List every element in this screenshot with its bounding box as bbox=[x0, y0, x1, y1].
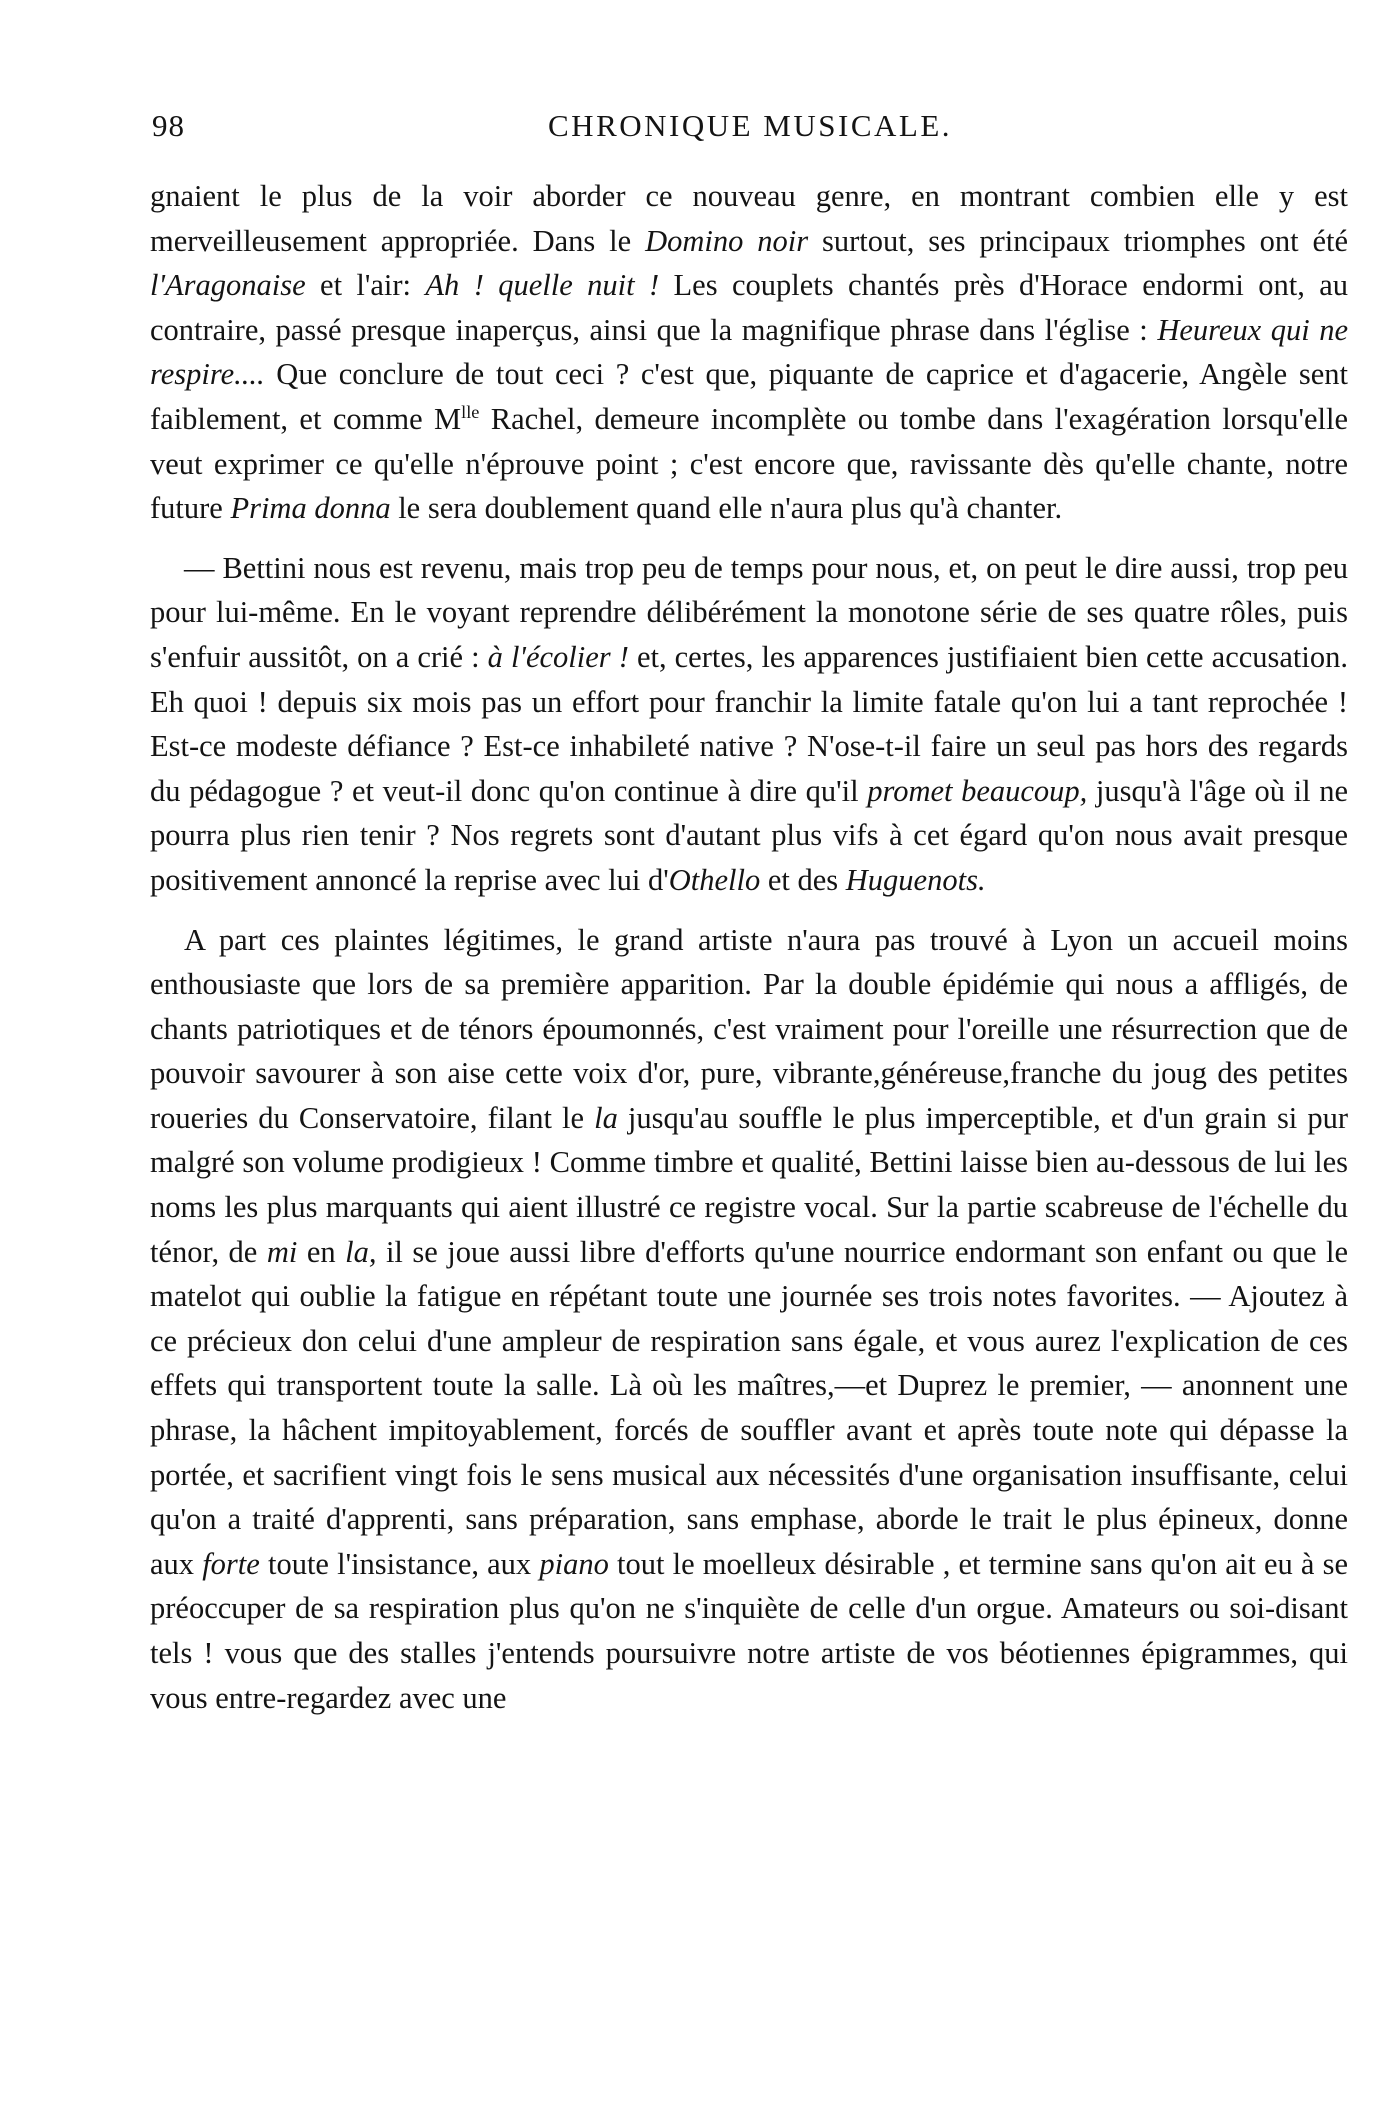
italic-text: Huguenots. bbox=[845, 862, 986, 897]
text-run: en bbox=[297, 1234, 346, 1269]
italic-text: la bbox=[594, 1100, 618, 1135]
text-run: jusqu'à l'âge où il ne pourra plus rien tenir ? Nos regrets sont d'autant plus vifs à cet égard qu'on nous avait presque positivement annoncé la reprise avec lui d' bbox=[150, 773, 1349, 897]
running-head bbox=[150, 108, 1348, 148]
text-run: et l'air: bbox=[305, 268, 426, 303]
text-run: gnaient le plus de la voir aborder ce nouveau genre, en montrant combien elle y est merveilleusement appropriée. Dans le bbox=[150, 179, 1348, 258]
text-run: Que conclure de tout ceci ? c'est que, piquante de caprice et d'agacerie, Angèle sent faiblement, et comme M bbox=[150, 357, 1348, 436]
italic-text: Domino noir bbox=[645, 223, 809, 258]
text-run: A part ces plaintes légitimes, le grand artiste n'aura pas trouvé à Lyon un accueil moins enthousiaste que lors de sa première apparition. Par la double épidémie qui nous a affligés, de chants patriotiques et de ténors époumonnés, c'est vraiment pour l'oreille une résurrection que de pouvoir savourer à son aise cette voix d'or, pure, vibrante,généreuse,franche du joug des petites roueries du Conservatoire, filant le bbox=[150, 922, 1348, 1135]
paragraph bbox=[150, 918, 1348, 1721]
italic-text: mi bbox=[266, 1234, 298, 1269]
italic-text: promet beaucoup, bbox=[867, 773, 1088, 808]
text-run: toute l'insistance, aux bbox=[259, 1546, 540, 1581]
paragraph bbox=[150, 174, 1348, 531]
body-text bbox=[150, 174, 1348, 1720]
text-run: et des bbox=[760, 862, 846, 897]
italic-text: Prima donna bbox=[230, 491, 391, 526]
text-run: surtout, ses principaux triomphes ont été bbox=[808, 223, 1349, 258]
text-run: et, certes, les apparences justifiaient bien cette accusation. Eh quoi ! depuis six mois pas un effort pour franchir la limite fatale qu'on lui a tant reprochée ! Est-ce modeste défiance ? Est-ce inhabileté native ? N'ose-t-il faire un seul pas hors des regards du pédagogue ? et veut-il donc qu'on continue à dire qu'il bbox=[150, 639, 1348, 808]
text-run: il se joue aussi libre d'efforts qu'une nourrice endormant son enfant ou que le matelot qui oublie la fatigue en répétant toute une journée ses trois notes favorites. — Ajoutez à ce précieux don celui d'une ampleur de respiration sans égale, et vous aurez l'explication de ces effets qui transportent toute la salle. Là où les maîtres,—et Duprez le premier, — anonnent une phrase, la hâchent impitoyablement, forcés de souffler avant et après toute note qui dépasse la portée, et sacrifient vingt fois le sens musical aux nécessités d'une organisation insuffisante, celui qu'on a traité d'apprenti, sans préparation, sans emphase, aborde le trait le plus épineux, donne aux bbox=[150, 1234, 1349, 1581]
italic-text: forte bbox=[202, 1546, 260, 1581]
page-number: 98 bbox=[152, 108, 185, 143]
italic-text: à l'écolier ! bbox=[487, 639, 629, 674]
text-run: jusqu'au souffle le plus imperceptible, et d'un grain si pur malgré son volume prodigieux ! Comme timbre et qualité, Bettini laisse bien au-dessous de lui les noms les plus marquants qui aient illustré ce registre vocal. Sur la partie scabreuse de l'échelle du ténor, de bbox=[150, 1100, 1348, 1269]
italic-text: Othello bbox=[668, 862, 761, 897]
page bbox=[150, 108, 1348, 1720]
italic-text: Ah ! quelle nuit ! bbox=[425, 268, 660, 303]
text-run: Les couplets chantés près d'Horace endormi ont, au contraire, passé presque inaperçus, ainsi que la magnifique phrase dans l'église : bbox=[150, 268, 1348, 347]
text-run: — Bettini nous est revenu, mais trop peu de temps pour nous, et, on peut le dire aussi, trop peu pour lui-même. En le voyant reprendre délibérément la monotone série de ses quatre rôles, puis s'enfuir aussitôt, on a crié : bbox=[150, 550, 1348, 674]
text-run: Rachel, demeure incomplète ou tombe dans l'exagération lorsqu'elle veut exprimer ce qu'elle n'éprouve point ; c'est encore que, ravissante dès qu'elle chante, notre future bbox=[150, 401, 1348, 526]
running-title: CHRONIQUE MUSICALE. bbox=[548, 108, 952, 143]
italic-text: l'Aragonaise bbox=[150, 268, 306, 303]
text-run: tout le moelleux désirable , et termine sans qu'on ait eu à se préoccuper de sa respiration plus qu'on ne s'inquiète de celle d'un orgue. Amateurs ou soi-disant tels ! vous que des stalles j'entends poursuivre notre artiste de vos béotiennes épigrammes, qui vous entre-regardez avec une bbox=[150, 1546, 1349, 1715]
italic-text: la, bbox=[345, 1234, 377, 1269]
paragraph bbox=[150, 546, 1348, 903]
italic-text: Heureux qui ne respire.... bbox=[150, 312, 1348, 392]
italic-text: piano bbox=[539, 1546, 609, 1581]
superscript-text: lle bbox=[461, 401, 480, 422]
text-run: le sera doublement quand elle n'aura plus qu'à chanter. bbox=[390, 491, 1063, 526]
